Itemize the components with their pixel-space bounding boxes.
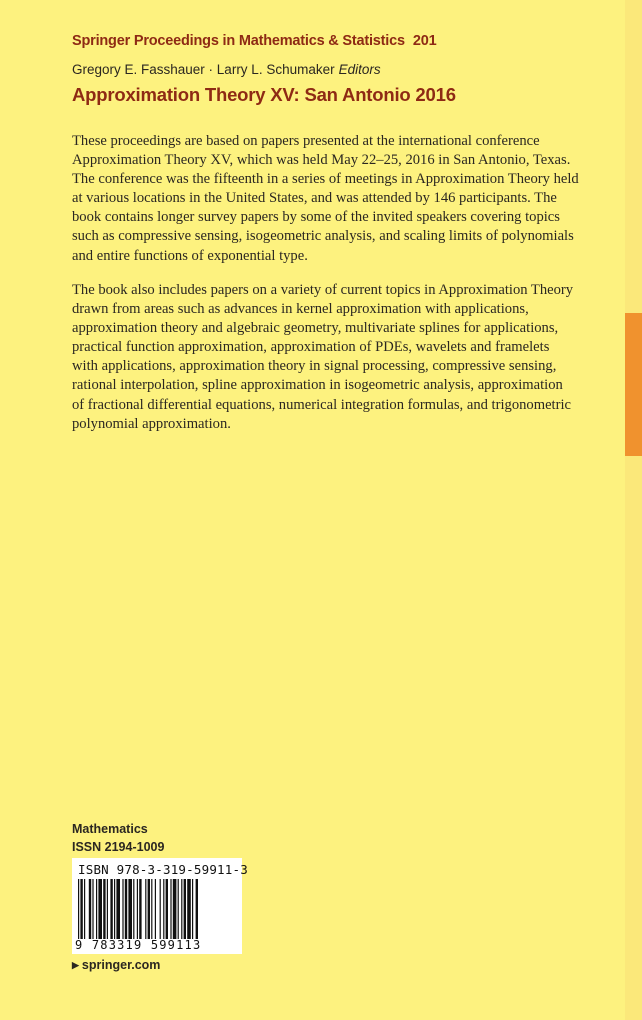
book-title: Approximation Theory XV: San Antonio 2016 (72, 84, 456, 105)
paragraph-line: practical function approximation, approximation of PDEs, wavelets and framelets (72, 339, 550, 356)
description-paragraph-1 (72, 132, 592, 266)
website-link[interactable] (72, 958, 160, 972)
paragraph-line: at various locations in the United States, and was attended by 146 participants. The (72, 190, 557, 207)
barcode-digits: 9 783319 599113 (75, 938, 202, 952)
barcode (72, 858, 248, 954)
paragraph-line: drawn from areas such as advances in kernel approximation with applications, (72, 301, 529, 318)
paragraph-line: These proceedings are based on papers presented at the international conference (72, 133, 540, 149)
isbn-label: ISBN 978-3-319-59911-3 (78, 862, 248, 877)
description-paragraph-2 (72, 281, 592, 434)
paragraph-line: of fractional differential equations, numerical integration formulas, and trigonometric (72, 396, 571, 413)
paragraph-line: and entire functions of exponential type. (72, 247, 308, 264)
paragraph-line: with applications, approximation theory in signal processing, compressive sensing, (72, 358, 557, 375)
series-number: 201 (412, 33, 437, 49)
paragraph-line: Approximation Theory XV, which was held May 22–25, 2016 in San Antonio, Texas. (72, 152, 571, 169)
paragraph-line: rational interpolation, spline approximation in isogeometric analysis, approximation (72, 377, 563, 394)
barcode-bars (78, 879, 236, 939)
subject-label: Mathematics (72, 822, 148, 836)
website-text: springer.com (81, 958, 161, 972)
paragraph-line: polynomial approximation. (72, 415, 231, 432)
editors-line (72, 62, 381, 77)
paragraph-line: The book also includes papers on a variety of current topics in Approximation Theory (72, 282, 574, 298)
editors-role: Editors (338, 62, 381, 77)
issn-label: ISSN 2194-1009 (72, 840, 165, 854)
paragraph-line: such as compressive sensing, isogeometric analysis, and scaling limits of polynomials (72, 228, 574, 245)
series-line (72, 33, 436, 49)
paragraph-line: The conference was the fifteenth in a series of meetings in Approximation Theory held (72, 171, 579, 188)
arrow-right-icon: ▶ (72, 960, 79, 970)
paragraph-line: book contains longer survey papers by some of the invited speakers covering topics (72, 209, 560, 226)
paragraph-line: approximation theory and algebraic geometry, multivariate splines for applications, (72, 320, 559, 337)
spine-stripe-orange (625, 313, 642, 456)
spine-stripe-top (625, 0, 642, 313)
series-name: Springer Proceedings in Mathematics & Statistics (72, 33, 405, 49)
spine-stripe-bottom (625, 456, 642, 1020)
editors-names: Gregory E. Fasshauer · Larry L. Schumaker (72, 62, 335, 77)
